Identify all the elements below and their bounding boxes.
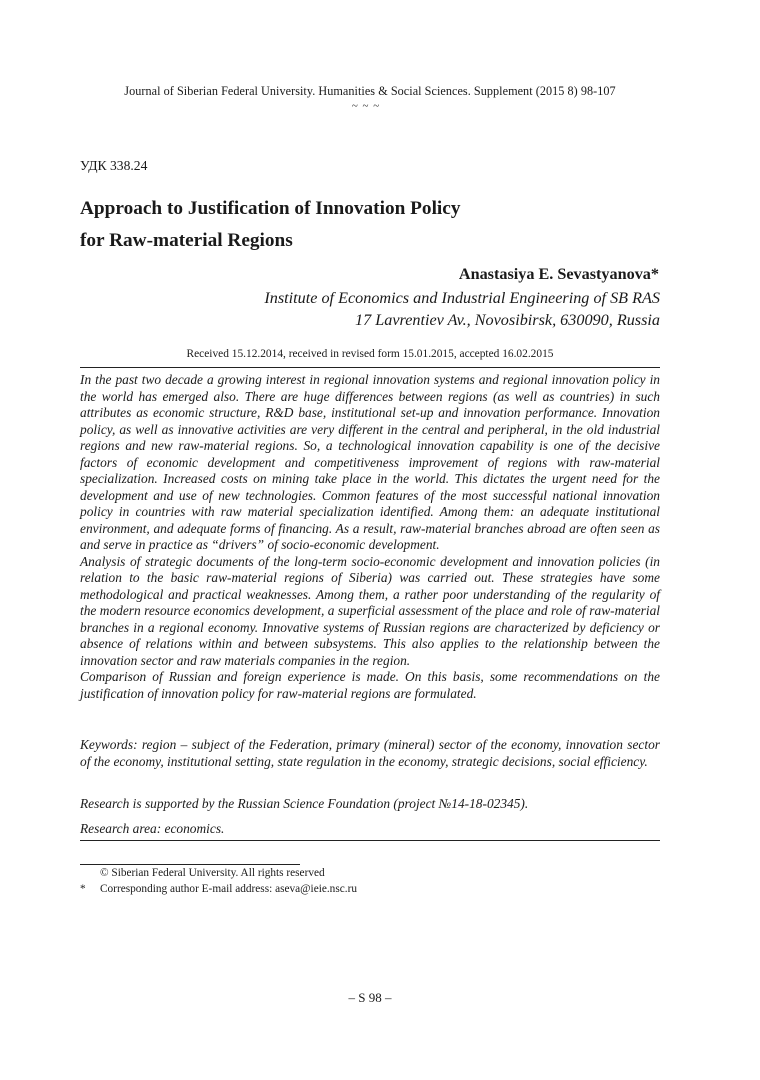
article-title [80,193,460,257]
keywords: Keywords: region – subject of the Federation, primary (mineral) sector of the economy, innovation sector of the economy, institutional setting, state regulation in the economy, strategic decisions, social efficiency. [80,737,660,769]
udk-code: УДК 338.24 [80,158,148,173]
copyright-text: © Siberian Federal University. All rights reserved [100,867,325,879]
abstract [80,372,660,702]
abstract-bottom-rule [80,840,660,841]
funding-note: Research is supported by the Russian Science Foundation (project №14-18-02345). [80,796,529,811]
abstract-paragraph-2: Analysis of strategic documents of the long-term socio-economic development and innovation policies (in relation to the basic raw-material regions of Siberia) was carried out. These strategies have some methodological and practical weaknesses. Among them, a rather poor understanding of the regularity of the modern resource economics development, a superficial assessment of the place and role of raw-material branches in a regional economy. Innovative systems of Russian regions are characterized by deficiency or absence of relations within and between subsystems. This also applies to the relationship between the innovation sector and raw materials companies in the region. [80,553,660,668]
abstract-paragraph-3: Comparison of Russian and foreign experience is made. On this basis, some recommendations on the justification of innovation policy for raw-material regions are formulated. [80,669,660,701]
title-line-2: for Raw-material Regions [80,230,293,251]
footnote-copyright [80,867,325,879]
header-separator: ~ ~ ~ [351,100,381,112]
author-name: Anastasiya E. Sevastyanova* [458,265,659,283]
corresponding-email: Corresponding author E-mail address: aseva@ieie.nsc.ru [100,883,357,895]
title-line-1: Approach to Justification of Innovation Policy [80,198,461,219]
page-number: – S 98 – [348,990,392,1005]
author-affiliation [264,287,660,331]
footnote-asterisk: * [80,883,86,895]
footnote-corresponding [80,883,357,895]
footnote-rule [80,864,300,865]
affiliation-address: 17 Lavrentiev Av., Novosibirsk, 630090, Russia [355,311,660,329]
received-dates: Received 15.12.2014, received in revised form 15.01.2015, accepted 16.02.2015 [186,348,554,360]
journal-header: Journal of Siberian Federal University. Humanities & Social Sciences. Supplement (2015 8) 98-107 [124,84,616,98]
abstract-paragraph-1: In the past two decade a growing interest in regional innovation systems and regional innovation policy in the world has emerged also. There are huge differences between regions (as well as countries) in such attributes as economic structure, R&D base, institutional set-up and innovation performance. Innovation policy, as well as innovative activities are very different in the central and peripheral, in the old industrial regions and new raw-material regions. So, a technological innovation capability is one of the decisive factors of economic development and competitiveness improvement of regions with raw-material specialization. Increased costs on mining take place in the world. This dictates the urgent need for the development and use of new technologies. Common features of the most successful national innovation policy in countries with raw material specialization identified. Among them: an adequate institutional environment, and adequate forms of financing. As a result, raw-material branches abroad are often seen as and serve in practice as “drivers” of socio-economic development. [80,372,660,552]
affiliation-institute: Institute of Economics and Industrial Engineering of SB RAS [264,289,660,307]
abstract-top-rule [80,367,660,368]
research-area: Research area: economics. [80,821,225,836]
